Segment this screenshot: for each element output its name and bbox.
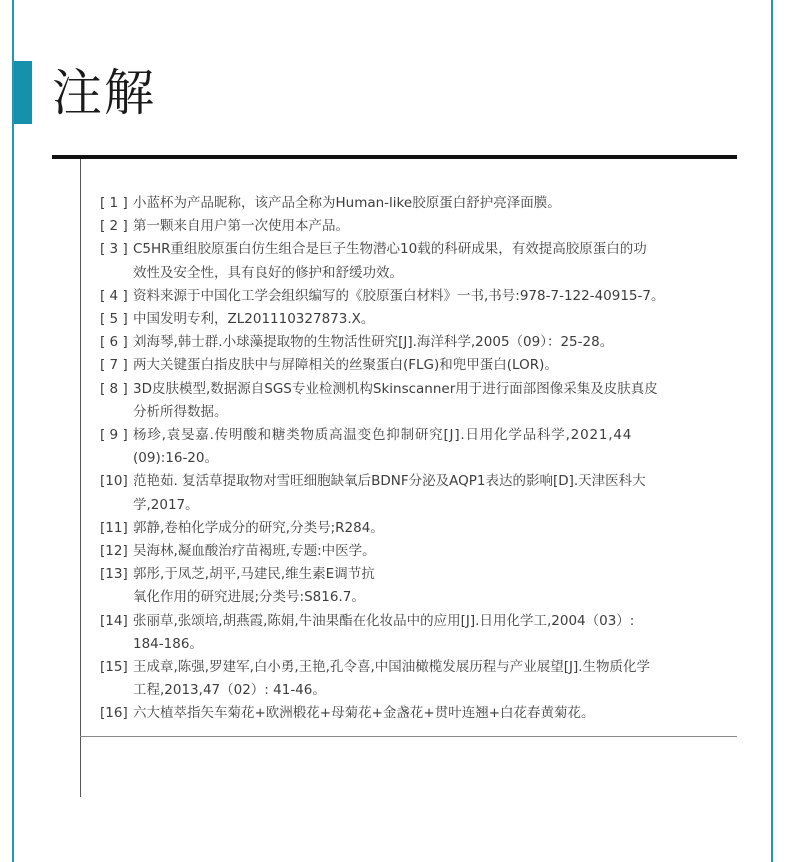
note-number: [ 9 ] (100, 427, 128, 444)
note-number: [ 4 ] (100, 287, 128, 304)
frame-left-border (12, 0, 14, 862)
note-line: 3D皮肤模型,数据源自SGS专业检测机构Skinscanner用于进行面部图像采集及皮肤真皮 (133, 380, 658, 397)
note-text (133, 470, 740, 516)
note-line: 效性及安全性，具有良好的修护和舒缓功效。 (133, 264, 403, 281)
note-line: 资料来源于中国化工学会组织编写的《胶原蛋白材料》一书,书号:978-7-122-40915-7。 (133, 287, 665, 304)
note-number: [15] (100, 659, 128, 676)
note-number: [ 2 ] (100, 218, 128, 235)
page-title: 注解 (52, 64, 156, 122)
note-item (100, 610, 740, 656)
note-number: [16] (100, 705, 128, 722)
note-line: 杨珍,袁旻嘉.传明酸和糖类物质高温变色抑制研究[J].日用化学品科学,2021,44 (133, 427, 633, 444)
note-item (100, 540, 740, 563)
note-item (100, 331, 740, 354)
note-text (133, 610, 740, 656)
note-text (133, 285, 740, 308)
note-text (133, 656, 740, 702)
note-item (100, 308, 740, 331)
note-number: [ 5 ] (100, 311, 128, 328)
note-number: [ 1 ] (100, 195, 128, 211)
note-text (133, 702, 740, 725)
note-item (100, 378, 740, 424)
note-line: 第一颗来自用户第一次使用本产品。 (133, 218, 349, 235)
note-line: 王成章,陈强,罗建军,白小勇,王艳,孔令喜,中国油橄榄发展历程与产业展望[J].生物质化学 (133, 659, 651, 676)
note-line: 两大关键蛋白指皮肤中与屏障相关的丝聚蛋白(FLG)和兜甲蛋白(LOR)。 (133, 357, 558, 374)
note-text (133, 354, 740, 377)
note-line: (09):16-20。 (133, 450, 218, 467)
note-item (100, 470, 740, 516)
note-item (100, 517, 740, 540)
note-number: [12] (100, 543, 128, 560)
frame-right-border (771, 0, 773, 862)
note-item (100, 656, 740, 702)
note-line: 分析所得数据。 (133, 403, 228, 420)
note-line: 张丽草,张颂培,胡燕霞,陈娟,牛油果酯在化妆品中的应用[J].日用化学工,2004（03）: (133, 612, 635, 629)
note-line: 184-186。 (133, 635, 203, 652)
note-text (133, 238, 740, 284)
note-line: 工程,2013,47（02）: 41-46。 (133, 682, 326, 699)
note-item (100, 285, 740, 308)
note-item (100, 215, 740, 238)
note-item (100, 702, 740, 725)
note-item (100, 192, 740, 215)
note-line: 郭静,卷柏化学成分的研究,分类号;R284。 (133, 519, 384, 536)
note-text (133, 540, 740, 563)
notes-bottom-rule (80, 736, 737, 737)
note-line: 中国发明专利，ZL201110327873.X。 (133, 311, 375, 328)
notes-list (100, 192, 740, 726)
note-text (133, 192, 740, 215)
note-text (133, 331, 740, 354)
note-line: 氧化作用的研究进展;分类号:S816.7。 (133, 589, 365, 606)
note-number: [11] (100, 519, 128, 536)
note-text (133, 563, 740, 609)
note-number: [ 8 ] (100, 380, 128, 397)
note-number: [13] (100, 566, 128, 583)
title-divider (52, 155, 737, 159)
title-accent-bar (14, 61, 32, 124)
note-number: [14] (100, 612, 128, 629)
note-item (100, 238, 740, 284)
note-text (133, 215, 740, 238)
note-item (100, 354, 740, 377)
note-line: 学,2017。 (133, 496, 199, 513)
note-number: [ 3 ] (100, 241, 128, 258)
note-text (133, 424, 740, 470)
note-line: 小蓝杯为产品昵称，该产品全称为Human-like胶原蛋白舒护亮泽面膜。 (133, 195, 561, 211)
notes-left-rule (80, 159, 81, 797)
note-item (100, 563, 740, 609)
note-line: 郭彤,于凤芝,胡平,马建民,维生素E调节抗 (133, 566, 375, 583)
note-line: 吴海林,凝血酸治疗苗褐班,专题:中医学。 (133, 543, 376, 560)
note-text (133, 517, 740, 540)
note-line: C5HR重组胶原蛋白仿生组合是巨子生物潜心10载的科研成果，有效提高胶原蛋白的功 (133, 241, 647, 258)
note-line: 范艳茹. 复活草提取物对雪旺细胞缺氧后BDNF分泌及AQP1表达的影响[D].天津医科大 (133, 473, 646, 490)
note-number: [ 7 ] (100, 357, 128, 374)
note-text (133, 308, 740, 331)
note-line: 六大植萃指矢车菊花+欧洲椴花+母菊花+金盏花+贯叶连翘+白花春黄菊花。 (133, 705, 595, 722)
note-text (133, 378, 740, 424)
note-line: 刘海琴,韩士群.小球藻提取物的生物活性研究[J].海洋科学,2005（09）：25-28。 (133, 334, 614, 351)
note-item (100, 424, 740, 470)
note-number: [ 6 ] (100, 334, 128, 351)
note-number: [10] (100, 473, 128, 490)
